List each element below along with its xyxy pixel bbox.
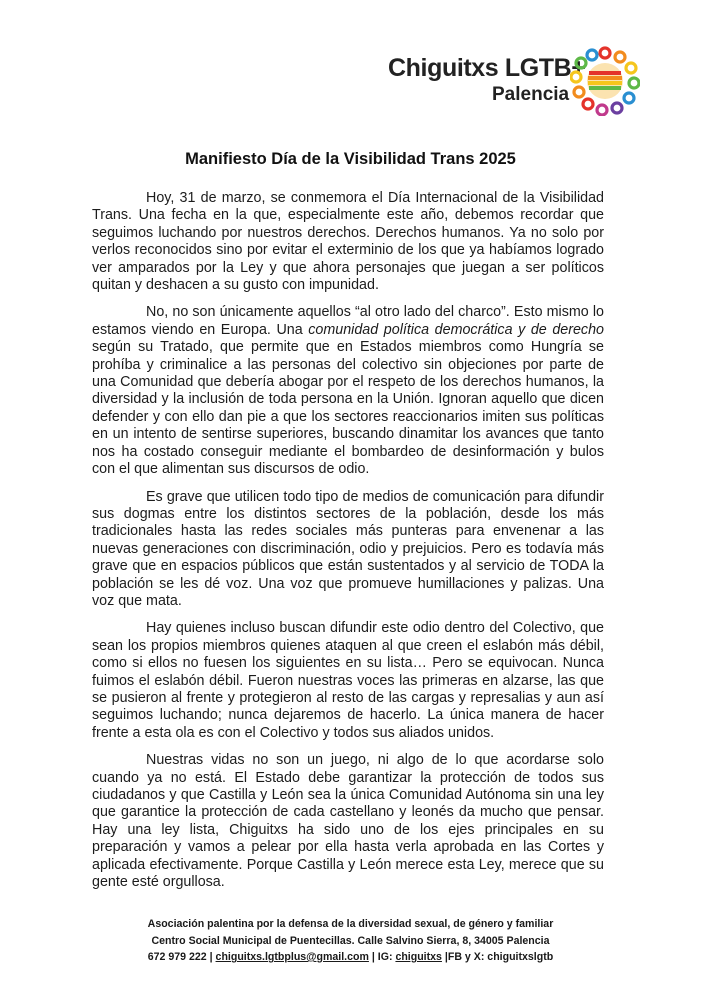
paragraph-2-rest: según su Tratado, que permite que en Estados miembros como Hungría se prohíba y criminalice a las personas del colectivo sin objeciones por parte de una Comunidad que debería abogar por el respeto de los derechos humanos, la diversidad y la inclusión de toda persona en la Unión. Ignoran aquello que dicen defender y con ello dan pie a que los sectores reaccionarios imiten sus políticas en un intento de sentirse superiores, buscando dinamitar los avances que tanto nos ha costado conseguir mediante el bombardeo de desinformación y bulos con el que alimentan sus discursos de odio.: [92, 339, 604, 478]
footer-address: Centro Social Municipal de Puentecillas. Calle Salvino Sierra, 8, 34005 Palencia: [151, 934, 550, 947]
brand-name: Chiguitxs LGTB+: [388, 54, 586, 82]
paragraph-1: Hoy, 31 de marzo, se conmemora el Día Internacional de la Visibilidad Trans. Una fecha en la que, especialmente este año, debemos recordar que seguimos luchando por nuestros derechos. Derechos humanos. Ya no solo por verlos reconocidos sino por evitar el exterminio de los que ya habíamos logrado ver amparados por la Ley y que ahora personajes que juegan a ser políticos quitan y deshacen a su gusto con impunidad.: [92, 190, 604, 294]
footer: [0, 916, 701, 966]
manifesto-body: [92, 190, 604, 901]
brand-city: Palencia: [492, 84, 570, 105]
footer-email-link[interactable]: chiguitxs.lgtbplus@gmail.com: [215, 951, 369, 963]
paragraph-2: [92, 304, 604, 478]
paragraph-4: Hay quienes incluso buscan difundir este odio dentro del Colectivo, que sean los propios miembros quienes ataquen al que creen el eslabón más débil, como si ellos no fuesen los siguientes en su lista… Pero se equivocan. Nunca fuimos el eslabón débil. Fueron nuestras voces las primeras en alzarse, las que se pusieron al frente y protegieron al resto de las cargas y represalias y aun así seguimos luchando; nunca dejaremos de hacerlo. La única manera de hacer frente a esta ola es con el Colectivo y todos sus aliados unidos.: [92, 620, 604, 741]
paragraph-2-start: No, no son únicamente aquellos “al otro lado del charco”. Esto mismo lo estamos viendo en Europa. Una: [92, 304, 604, 338]
footer-ig-label: | IG:: [368, 951, 396, 963]
document-title: Manifiesto Día de la Visibilidad Trans 2025: [185, 150, 516, 168]
chiguitxs-logo: [570, 46, 640, 116]
paragraph-3: Es grave que utilicen todo tipo de medios de comunicación para difundir sus dogmas entre los distintos sectores de la población, desde los más tradicionales hasta las redes sociales más punteras para envenenar a las nuevas generaciones con discriminación, odio y prejuicios. Pero es todavía más grave que en espacios públicos que están sustentados y al servicio de TODA la población se les dé voz. Una voz que promueve humillaciones y palizas. Una voz que mata.: [92, 488, 604, 609]
footer-association: Asociación palentina por la defensa de la diversidad sexual, de género y familiar: [147, 918, 554, 930]
footer-phone: 672 979 222: [147, 951, 207, 963]
paragraph-2-emphasis: comunidad política democrática y de derecho: [308, 321, 604, 338]
footer-contact: [0, 949, 701, 966]
header: [380, 46, 680, 116]
footer-social: |FB y X: chiguitxslgtb: [441, 951, 554, 963]
footer-separator: |: [206, 951, 216, 963]
paragraph-5: Nuestras vidas no son un juego, ni algo de lo que acordarse solo cuando ya no está. El Estado debe garantizar la protección de todos sus ciudadanos y que Castilla y León sea la única Comunidad Autónoma sin una ley que garantice la protección de cada castellano y leonés da mucho que pensar. Hay una ley lista, Chiguitxs ha sido uno de los ejes principales en su preparación y vamos a pelear por ella hasta verla aprobada en las Cortes y aplicada efectivamente. Porque Castilla y León merece esta Ley, merece que su gente esté orgullosa.: [92, 752, 604, 891]
footer-instagram-link[interactable]: chiguitxs: [395, 951, 442, 963]
